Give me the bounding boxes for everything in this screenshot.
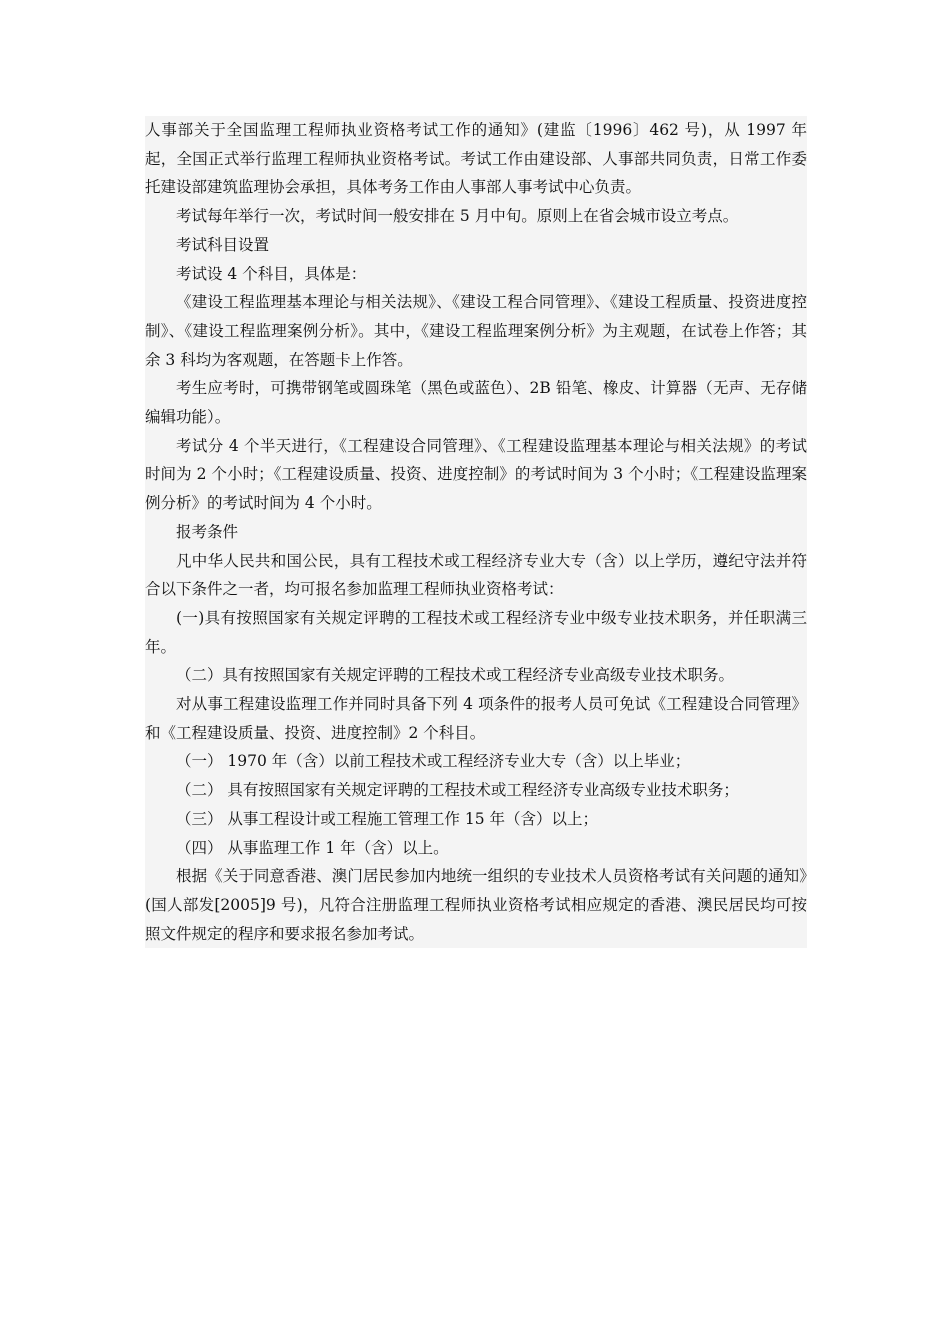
paragraph-subject-list: 《建设工程监理基本理论与相关法规》、《建设工程合同管理》、《建设工程质量、投资进度控制》、《建设工程监理案例分析》。其中，《建设工程监理案例分析》为主观题，在试卷上作答；其余 3 科均为客观题，在答题卡上作答。 (145, 293, 807, 369)
heading-eligibility: 报考条件 (176, 522, 239, 541)
list-item-condition-2: （二）具有按照国家有关规定评聘的工程技术或工程经济专业高级专业技术职务。 (176, 666, 735, 685)
paragraph-notice-intro: 人事部关于全国监理工程师执业资格考试工作的通知》(建监〔1996〕462 号)，从 1997 年起，全国正式举行监理工程师执业资格考试。考试工作由建设部、人事部共同负责，日常工作委托建设部建筑监理协会承担，具体考务工作由人事部人事考试中心负责。 (145, 121, 807, 197)
paragraph-exam-duration: 考试分 4 个半天进行，《工程建设合同管理》、《工程建设监理基本理论与相关法规》的考试时间为 2 个小时；《工程建设质量、投资、进度控制》的考试时间为 3 个小时；《工程建设监理案例分析》的考试时间为 4 个小时。 (145, 436, 807, 513)
list-item-condition-1: (一)具有按照国家有关规定评聘的工程技术或工程经济专业中级专业技术职务，并任职满三年。 (145, 608, 807, 656)
paragraph-exemption-intro: 对从事工程建设监理工作并同时具备下列 4 项条件的报考人员可免试《工程建设合同管理》和《工程建设质量、投资、进度控制》2 个科目。 (145, 695, 807, 742)
paragraph-allowed-items: 考生应考时，可携带钢笔或圆珠笔（黑色或蓝色）、2B 铅笔、橡皮、计算器（无声、无存储编辑功能）。 (145, 379, 807, 427)
list-item-exemption-4: （四） 从事监理工作 1 年（含）以上。 (176, 838, 449, 857)
paragraph-hk-macau: 根据《关于同意香港、澳门居民参加内地统一组织的专业技术人员资格考试有关问题的通知》(国人部发[2005]9 号)，凡符合注册监理工程师执业资格考试相应规定的香港、澳民居民均可按照文件规定的程序和要求报名参加考试。 (145, 867, 807, 943)
paragraph-subject-count: 考试设 4 个科目，具体是： (176, 264, 367, 283)
paragraph-exam-schedule: 考试每年举行一次，考试时间一般安排在 5 月中旬。原则上在省会城市设立考点。 (176, 207, 739, 226)
paragraph-eligibility-intro: 凡中华人民共和国公民，具有工程技术或工程经济专业大专（含）以上学历，遵纪守法并符合以下条件之一者，均可报名参加监理工程师执业资格考试： (145, 551, 807, 599)
list-item-exemption-3: （三） 从事工程设计或工程施工管理工作 15 年（含）以上； (176, 809, 599, 828)
list-item-exemption-1: （一） 1970 年（含）以前工程技术或工程经济专业大专（含）以上毕业； (176, 752, 691, 771)
document-body (145, 116, 807, 948)
list-item-exemption-2: （二） 具有按照国家有关规定评聘的工程技术或工程经济专业高级专业技术职务； (176, 781, 739, 800)
heading-exam-subjects: 考试科目设置 (176, 235, 270, 254)
